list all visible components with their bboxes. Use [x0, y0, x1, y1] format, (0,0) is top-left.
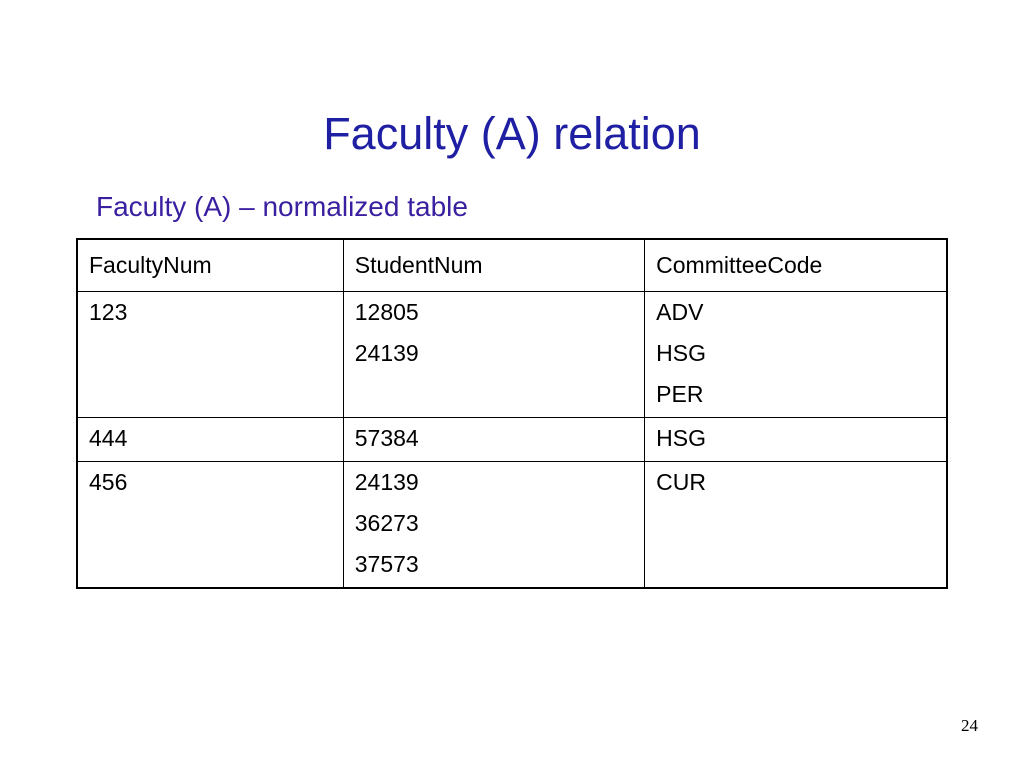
- cell-value: 57384: [354, 425, 419, 451]
- facultynum-cell: [77, 462, 343, 589]
- table-row: [77, 292, 947, 418]
- facultynum-cell: [77, 292, 343, 418]
- facultynum-cell: [77, 418, 343, 462]
- studentnum-cell: [343, 462, 644, 589]
- studentnum-cell: [343, 418, 644, 462]
- table-row: [77, 418, 947, 462]
- cell-value: 24139: [354, 469, 419, 495]
- cell-value: CUR: [656, 469, 706, 495]
- cell-value: PER: [656, 381, 704, 407]
- column-header-committeecode: CommitteeCode: [645, 239, 947, 292]
- cell-value: 456: [89, 469, 128, 495]
- table-header-row: [77, 239, 947, 292]
- slide-title: Faculty (A) relation: [323, 108, 701, 159]
- cell-value: 444: [89, 425, 128, 451]
- committeecode-cell: [645, 292, 947, 418]
- slide-subtitle: Faculty (A) – normalized table: [96, 191, 468, 222]
- cell-value: HSG: [656, 340, 706, 366]
- cell-value: 12805: [354, 299, 419, 325]
- cell-value: 123: [89, 299, 128, 325]
- committeecode-cell: [645, 418, 947, 462]
- table-row: [77, 462, 947, 589]
- cell-value: 37573: [354, 551, 419, 577]
- cell-value: HSG: [656, 425, 706, 451]
- cell-value: ADV: [656, 299, 704, 325]
- cell-value: 24139: [354, 340, 419, 366]
- committeecode-cell: [645, 462, 947, 589]
- column-header-studentnum: StudentNum: [343, 239, 644, 292]
- cell-value: 36273: [354, 510, 419, 536]
- column-header-facultynum: FacultyNum: [77, 239, 343, 292]
- studentnum-cell: [343, 292, 644, 418]
- page-number: 24: [961, 716, 978, 735]
- faculty-table: [76, 238, 948, 589]
